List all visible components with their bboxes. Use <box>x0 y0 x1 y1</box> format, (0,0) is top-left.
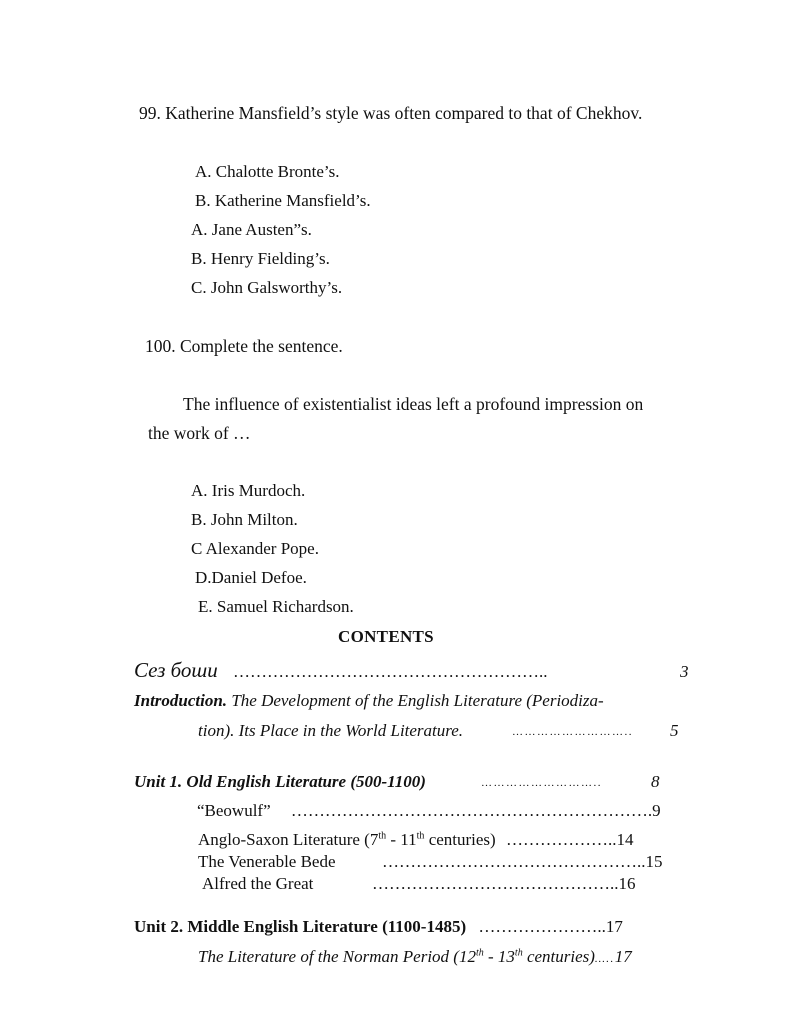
question-100-option-4: D.Daniel Defoe. <box>195 568 307 587</box>
toc-unit-2-page: 17 <box>605 917 623 936</box>
toc-item-dots: ……………………………………….. <box>382 852 646 871</box>
toc-unit-2-title: Unit 2. Middle English Literature (1100-1485) <box>134 917 467 936</box>
toc-item-alfred-the-great-leader <box>372 874 636 894</box>
toc-item-sup-1: th <box>475 947 484 959</box>
toc-introduction-line-2: tion). Its Place in the World Literature. <box>198 721 464 740</box>
toc-item-dots: ….. <box>594 953 615 965</box>
toc-item-alfred-the-great[interactable] <box>202 874 313 894</box>
toc-foreword-page: 3 <box>680 662 689 681</box>
question-100-option-3: C Alexander Pope. <box>191 539 319 558</box>
toc-item-sup-1: th <box>378 830 387 842</box>
toc-item-title: “Beowulf” <box>197 801 271 820</box>
question-99-option-1: A. Chalotte Bronte’s. <box>195 162 340 181</box>
question-100-option-2: B. John Milton. <box>191 510 298 529</box>
toc-item-dots: …………………………………….. <box>372 874 619 893</box>
toc-item-venerable-bede[interactable] <box>198 852 336 872</box>
toc-item-title-pre: Anglo-Saxon Literature (7 <box>198 830 379 849</box>
toc-item-norman-period[interactable] <box>198 947 632 969</box>
question-99-text: 99. Katherine Mansfield’s style was often compared to that of Chekhov. <box>139 103 643 123</box>
toc-item-page: 16 <box>618 874 636 893</box>
toc-item-title-pre: The Literature of the Norman Period (12 <box>198 947 476 966</box>
toc-item-sup-2: th <box>416 830 425 842</box>
toc-foreword[interactable] <box>134 658 548 684</box>
question-100-prompt-line-2: the work of … <box>148 423 251 443</box>
toc-item-title-mid: - 11 <box>386 830 417 849</box>
toc-unit-1-title[interactable]: Unit 1. Old English Literature (500-1100) <box>134 772 426 791</box>
toc-introduction-line-1: The Development of the English Literature (Periodiza- <box>231 691 604 710</box>
toc-item-anglo-saxon[interactable] <box>198 830 633 850</box>
toc-item-page: 14 <box>616 830 634 849</box>
toc-introduction-page: 5 <box>670 721 679 740</box>
toc-item-title-post: centuries) <box>522 947 595 966</box>
question-99-option-3: A. Jane Austen”s. <box>191 220 312 239</box>
question-100-option-5: E. Samuel Richardson. <box>198 597 354 616</box>
toc-introduction-dots: ……………………….. <box>512 726 633 738</box>
contents-heading: CONTENTS <box>338 627 434 646</box>
question-100-prompt-line-1: The influence of existentialist ideas left a profound impression on <box>183 394 644 414</box>
toc-item-page: 9 <box>652 801 661 820</box>
toc-unit-2-dots: ………………….. <box>478 917 606 936</box>
toc-introduction[interactable] <box>134 691 604 711</box>
toc-introduction-label: Introduction. <box>134 691 228 710</box>
toc-item-page: 15 <box>645 852 663 871</box>
question-99-option-4: B. Henry Fielding’s. <box>191 249 330 268</box>
toc-item-title: Alfred the Great <box>202 874 314 893</box>
toc-item-beowulf[interactable] <box>197 801 661 821</box>
question-99-option-2: B. Katherine Mansfield’s. <box>195 191 371 210</box>
toc-item-dots: ………………………………………………………. <box>290 801 653 820</box>
toc-unit-2[interactable] <box>134 917 623 937</box>
toc-item-dots: ……………….. <box>505 830 617 849</box>
toc-foreword-title: Сез боши <box>134 658 218 682</box>
toc-item-title: The Venerable Bede <box>198 852 336 871</box>
toc-foreword-dots: ……………………………………………….. <box>233 662 548 681</box>
toc-item-title-mid: - 13 <box>483 947 515 966</box>
toc-unit-1-page: 8 <box>651 772 660 791</box>
toc-item-page: 17 <box>614 947 632 966</box>
toc-unit-1-dots: ……………………….. <box>481 777 602 789</box>
question-100-text: 100. Complete the sentence. <box>145 336 343 356</box>
question-100-option-1: A. Iris Murdoch. <box>191 481 306 500</box>
toc-item-title-post: centuries) <box>424 830 496 849</box>
question-99-option-5: C. John Galsworthy’s. <box>191 278 343 297</box>
toc-item-sup-2: th <box>514 947 523 959</box>
toc-item-venerable-bede-leader <box>382 852 663 872</box>
